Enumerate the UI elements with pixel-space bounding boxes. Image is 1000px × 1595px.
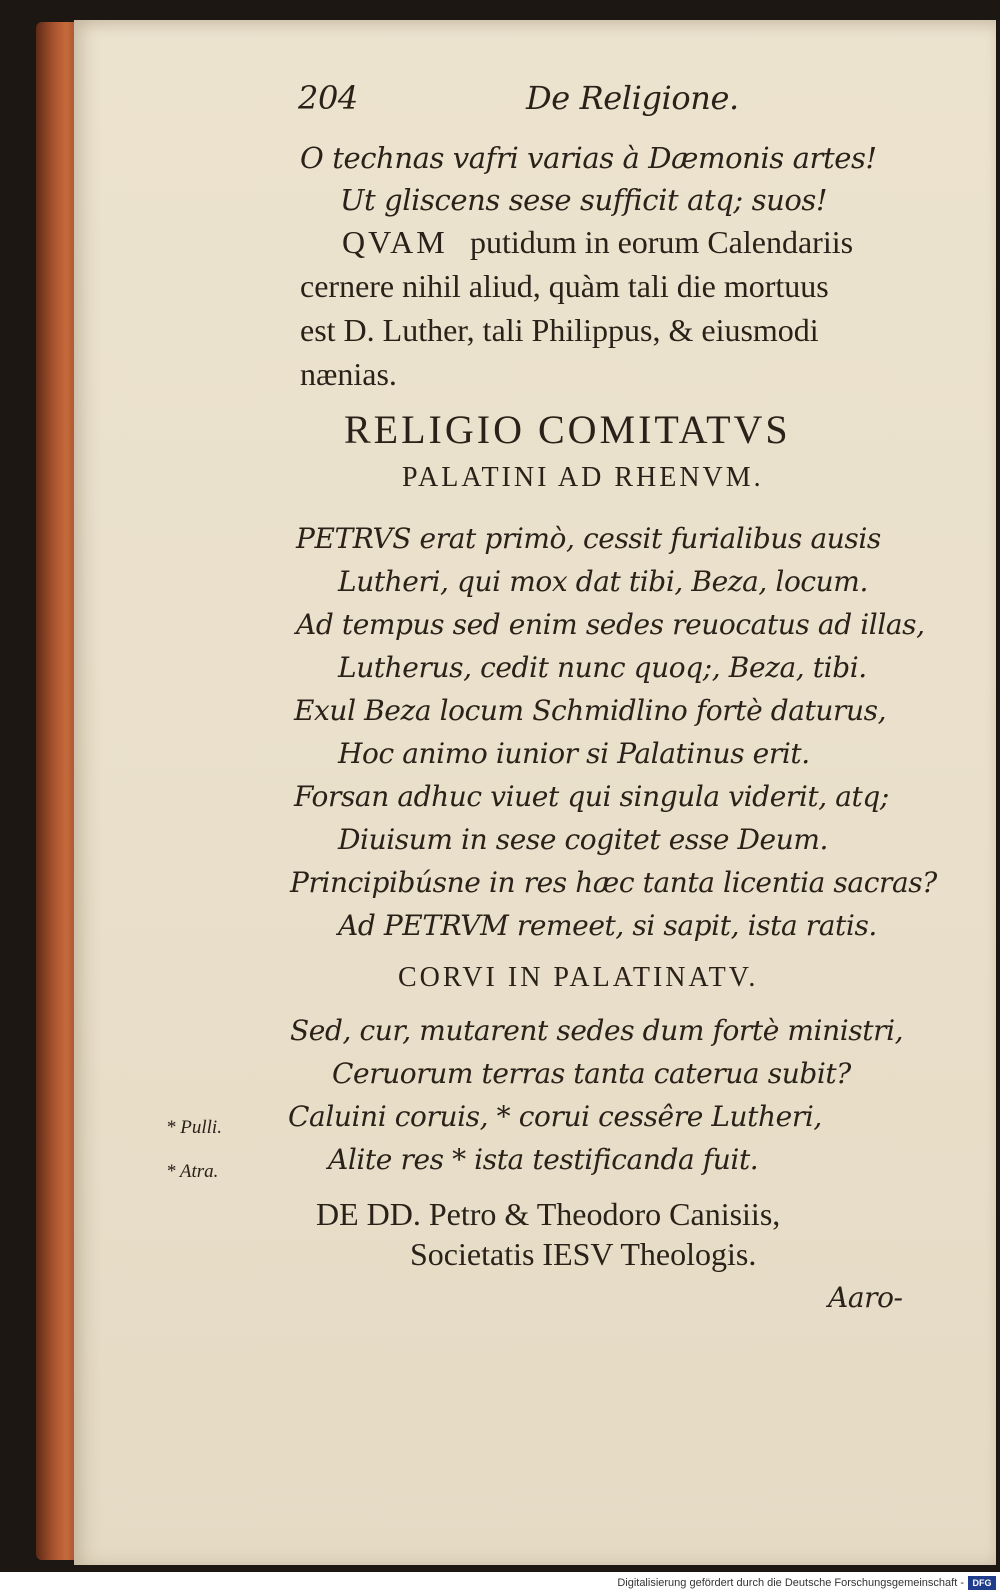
dfg-logo-icon: DFG [968,1576,996,1590]
section-heading: RELIGIO COMITATVS [344,407,791,452]
verse-line: Ad PETRVM remeet, si sapit, ista ratis. [338,909,877,942]
verse-line: Hoc animo iunior si Palatinus erit. [338,737,810,770]
marginal-note: * Pulli. [166,1117,222,1138]
section-heading: CORVI IN PALATINATV. [398,962,759,993]
section-subheading: PALATINI AD RHENVM. [402,462,764,493]
running-title: De Religione. [526,79,739,117]
prose-line: nænias. [300,356,397,392]
verse-line: Forsan adhuc viuet qui singula viderit, atq; [294,780,889,813]
page-number: 204 [298,79,358,117]
marginal-note: * Atra. [166,1161,219,1182]
intro-verse-line: Ut gliscens sese sufficit atq; suos! [340,183,828,217]
digitization-footer [0,1572,1000,1595]
section-heading: DE DD. Petro & Theodoro Canisiis, [316,1196,781,1232]
footer-credit: Digitalisierung gefördert durch die Deutsche Forschungsgemeinschaft - [617,1577,964,1589]
section-subheading: Societatis IESV Theologis. [410,1236,757,1272]
verse-line: Ad tempus sed enim sedes reuocatus ad illas, [296,608,925,641]
book-page [74,20,996,1565]
verse-line: PETRVS erat primò, cessit furialibus ausis [296,522,881,555]
catchword: Aaro- [828,1281,903,1314]
verse-line: Alite res * ista testificanda fuit. [328,1143,759,1176]
prose-line: cernere nihil aliud, quàm tali die mortuus [300,268,829,304]
verse-line: Principibúsne in res hæc tanta licentia sacras? [290,866,937,899]
prose-initial: QVAM [342,224,448,260]
verse-line: Sed, cur, mutarent sedes dum fortè ministri, [290,1014,904,1047]
verse-line: Ceruorum terras tanta caterua subit? [332,1057,851,1090]
verse-line: Exul Beza locum Schmidlino fortè daturus, [294,694,887,727]
prose-line: est D. Luther, tali Philippus, & eiusmodi [300,312,819,348]
verse-line: Lutherus, cedit nunc quoq;, Beza, tibi. [338,651,867,684]
prose-line: putidum in eorum Calendariis [470,224,854,260]
intro-verse-line: O technas vafri varias à Dæmonis artes! [300,141,877,175]
verse-line: Diuisum in sese cogitet esse Deum. [338,823,828,856]
verse-line: Caluini coruis, * corui cessêre Lutheri, [288,1100,822,1133]
verse-line: Lutheri, qui mox dat tibi, Beza, locum. [338,565,868,598]
